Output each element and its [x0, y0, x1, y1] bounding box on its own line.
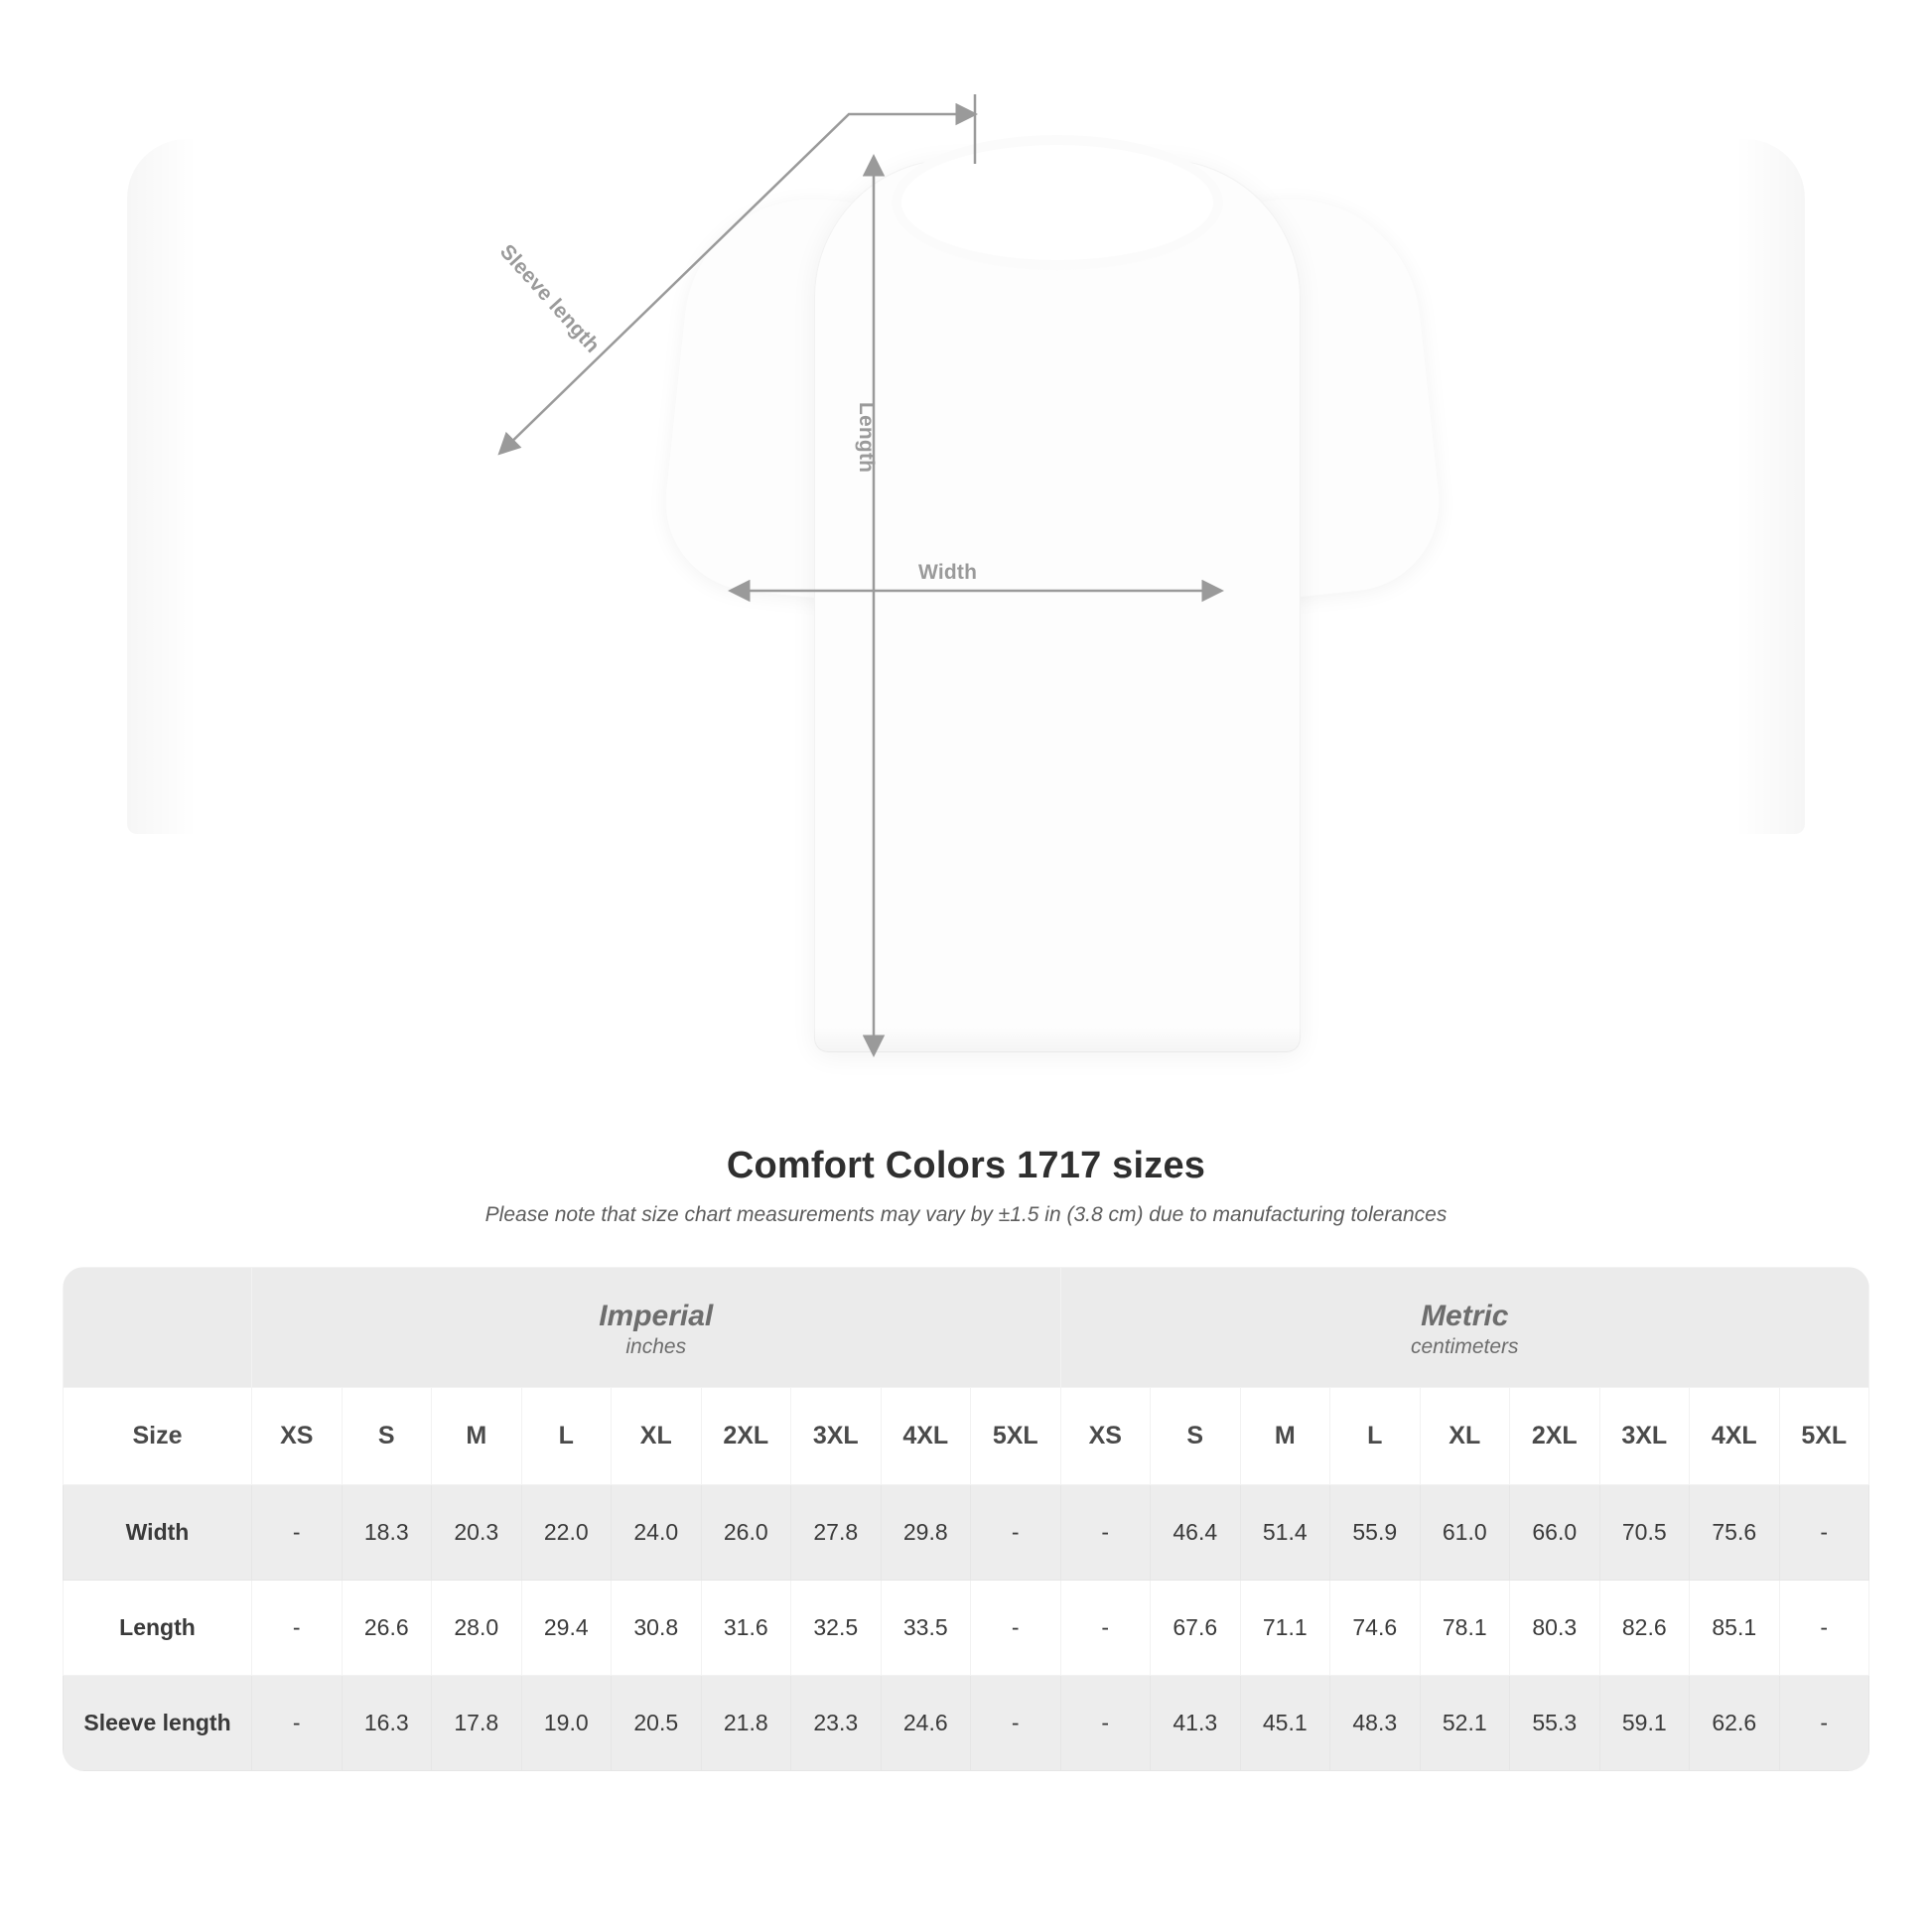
cell-width-metric-3xl: 70.5 — [1599, 1484, 1690, 1580]
table-row — [64, 1675, 1869, 1770]
unit-header-metric — [1060, 1268, 1869, 1388]
cell-length-imperial-xl: 30.8 — [612, 1580, 702, 1675]
unit-metric-sub: centimeters — [1410, 1334, 1519, 1358]
cell-sleeve-length-imperial-m: 17.8 — [432, 1675, 522, 1770]
tshirt-body — [814, 159, 1301, 1052]
cell-width-imperial-s: 18.3 — [342, 1484, 432, 1580]
cell-length-imperial-s: 26.6 — [342, 1580, 432, 1675]
cell-sleeve-length-metric-s: 41.3 — [1151, 1675, 1241, 1770]
cell-length-metric-m: 71.1 — [1240, 1580, 1330, 1675]
cell-width-metric-xs: - — [1060, 1484, 1151, 1580]
cell-width-metric-l: 55.9 — [1330, 1484, 1421, 1580]
cell-sleeve-length-imperial-3xl: 23.3 — [791, 1675, 882, 1770]
size-header-imperial-l: L — [521, 1387, 612, 1484]
cell-sleeve-length-imperial-l: 19.0 — [521, 1675, 612, 1770]
cell-sleeve-length-metric-5xl: - — [1779, 1675, 1869, 1770]
unit-imperial-name: Imperial — [599, 1300, 714, 1332]
size-chart-table-wrapper — [63, 1267, 1869, 1771]
tshirt-graphic — [695, 139, 1410, 1062]
tshirt-collar — [901, 145, 1213, 260]
cell-width-metric-xl: 61.0 — [1420, 1484, 1510, 1580]
cell-sleeve-length-metric-2xl: 55.3 — [1510, 1675, 1600, 1770]
width-label: Width — [918, 561, 978, 584]
table-body — [64, 1484, 1869, 1770]
cell-sleeve-length-metric-xl: 52.1 — [1420, 1675, 1510, 1770]
cell-width-imperial-xl: 24.0 — [612, 1484, 702, 1580]
cell-sleeve-length-imperial-2xl: 21.8 — [701, 1675, 791, 1770]
size-header-imperial-xl: XL — [612, 1387, 702, 1484]
size-header-imperial-3xl: 3XL — [791, 1387, 882, 1484]
cell-sleeve-length-metric-m: 45.1 — [1240, 1675, 1330, 1770]
cell-length-metric-xs: - — [1060, 1580, 1151, 1675]
cell-length-imperial-3xl: 32.5 — [791, 1580, 882, 1675]
cell-length-metric-3xl: 82.6 — [1599, 1580, 1690, 1675]
size-header-metric-xl: XL — [1420, 1387, 1510, 1484]
cell-width-metric-2xl: 66.0 — [1510, 1484, 1600, 1580]
size-header-metric-4xl: 4XL — [1690, 1387, 1780, 1484]
table-head — [64, 1268, 1869, 1485]
size-header-metric-5xl: 5XL — [1779, 1387, 1869, 1484]
tolerance-note: Please note that size chart measurements may vary by ±1.5 in (3.8 cm) due to manufacturing tolerances — [484, 1203, 1448, 1226]
cell-length-imperial-m: 28.0 — [432, 1580, 522, 1675]
size-header-metric-2xl: 2XL — [1510, 1387, 1600, 1484]
size-header-imperial-s: S — [342, 1387, 432, 1484]
cell-length-imperial-xs: - — [252, 1580, 343, 1675]
cell-sleeve-length-metric-l: 48.3 — [1330, 1675, 1421, 1770]
cell-length-metric-s: 67.6 — [1151, 1580, 1241, 1675]
unit-imperial-sub: inches — [625, 1334, 687, 1358]
unit-header-imperial — [252, 1268, 1061, 1388]
cell-length-metric-4xl: 85.1 — [1690, 1580, 1780, 1675]
unit-header-spacer — [64, 1268, 252, 1388]
size-header-imperial-5xl: 5XL — [971, 1387, 1061, 1484]
size-header-label: Size — [64, 1387, 252, 1484]
cell-width-imperial-xs: - — [252, 1484, 343, 1580]
size-header-imperial-2xl: 2XL — [701, 1387, 791, 1484]
cell-sleeve-length-imperial-4xl: 24.6 — [881, 1675, 971, 1770]
cell-sleeve-length-imperial-s: 16.3 — [342, 1675, 432, 1770]
cell-length-metric-2xl: 80.3 — [1510, 1580, 1600, 1675]
cell-sleeve-length-imperial-xl: 20.5 — [612, 1675, 702, 1770]
tshirt-shadow-left — [127, 139, 197, 834]
cell-width-imperial-m: 20.3 — [432, 1484, 522, 1580]
table-row — [64, 1580, 1869, 1675]
cell-width-metric-4xl: 75.6 — [1690, 1484, 1780, 1580]
cell-width-imperial-5xl: - — [971, 1484, 1061, 1580]
cell-width-imperial-4xl: 29.8 — [881, 1484, 971, 1580]
cell-width-imperial-3xl: 27.8 — [791, 1484, 882, 1580]
cell-length-metric-l: 74.6 — [1330, 1580, 1421, 1675]
cell-length-metric-5xl: - — [1779, 1580, 1869, 1675]
size-header-metric-xs: XS — [1060, 1387, 1151, 1484]
cell-sleeve-length-imperial-5xl: - — [971, 1675, 1061, 1770]
size-header-imperial-4xl: 4XL — [881, 1387, 971, 1484]
cell-sleeve-length-metric-3xl: 59.1 — [1599, 1675, 1690, 1770]
cell-width-imperial-l: 22.0 — [521, 1484, 612, 1580]
cell-sleeve-length-imperial-xs: - — [252, 1675, 343, 1770]
unit-metric-name: Metric — [1421, 1300, 1509, 1332]
tshirt-shadow-right — [1735, 139, 1805, 834]
length-label: Length — [855, 402, 878, 474]
cell-length-imperial-4xl: 33.5 — [881, 1580, 971, 1675]
size-header-imperial-m: M — [432, 1387, 522, 1484]
row-label-length: Length — [64, 1580, 252, 1675]
cell-sleeve-length-metric-xs: - — [1060, 1675, 1151, 1770]
size-header-metric-m: M — [1240, 1387, 1330, 1484]
size-header-metric-l: L — [1330, 1387, 1421, 1484]
cell-width-metric-5xl: - — [1779, 1484, 1869, 1580]
cell-width-imperial-2xl: 26.0 — [701, 1484, 791, 1580]
cell-length-imperial-5xl: - — [971, 1580, 1061, 1675]
chart-header — [0, 1145, 1932, 1227]
cell-length-metric-xl: 78.1 — [1420, 1580, 1510, 1675]
row-label-sleeve-length: Sleeve length — [64, 1675, 252, 1770]
cell-length-imperial-2xl: 31.6 — [701, 1580, 791, 1675]
size-header-imperial-xs: XS — [252, 1387, 343, 1484]
size-header-metric-3xl: 3XL — [1599, 1387, 1690, 1484]
unit-header-row — [64, 1268, 1869, 1388]
size-header-metric-s: S — [1151, 1387, 1241, 1484]
sleeve-length-label: Sleeve length — [494, 240, 605, 357]
row-label-width: Width — [64, 1484, 252, 1580]
table-row — [64, 1484, 1869, 1580]
cell-width-metric-s: 46.4 — [1151, 1484, 1241, 1580]
size-header-row — [64, 1387, 1869, 1484]
cell-sleeve-length-metric-4xl: 62.6 — [1690, 1675, 1780, 1770]
page-title: Comfort Colors 1717 sizes — [726, 1145, 1206, 1186]
cell-length-imperial-l: 29.4 — [521, 1580, 612, 1675]
size-chart-table — [63, 1267, 1869, 1771]
cell-width-metric-m: 51.4 — [1240, 1484, 1330, 1580]
